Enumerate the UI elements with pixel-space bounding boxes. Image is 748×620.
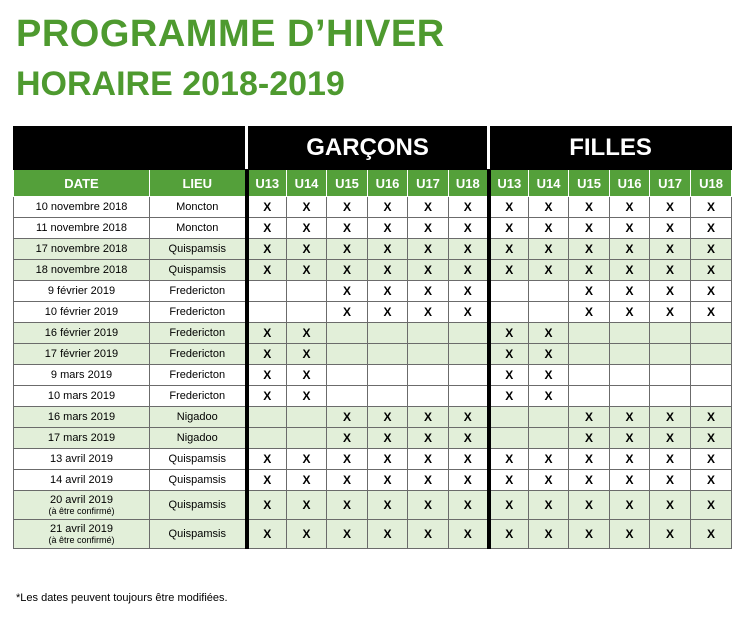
column-header-girls-u15: U15 — [569, 170, 610, 197]
table-row — [14, 260, 732, 281]
girls-u15-cell — [569, 344, 610, 365]
girls-u16-cell: X — [610, 407, 650, 428]
girls-u13-cell: X — [489, 218, 529, 239]
girls-u15-cell: X — [569, 520, 610, 549]
girls-u13-cell — [489, 302, 529, 323]
girls-u18-cell — [691, 365, 732, 386]
girls-u17-cell: X — [650, 470, 691, 491]
column-header-girls-u16: U16 — [610, 170, 650, 197]
boys-u15-cell: X — [327, 428, 368, 449]
location-cell: Quispamsis — [150, 239, 247, 260]
girls-u16-cell — [610, 386, 650, 407]
boys-u13-cell — [247, 302, 287, 323]
boys-u14-cell: X — [287, 197, 327, 218]
girls-u14-cell: X — [529, 239, 569, 260]
girls-u14-cell — [529, 281, 569, 302]
boys-u17-cell: X — [408, 470, 449, 491]
table-row — [14, 239, 732, 260]
boys-u15-cell — [327, 344, 368, 365]
boys-u13-cell — [247, 428, 287, 449]
table-row — [14, 386, 732, 407]
table-row — [14, 365, 732, 386]
girls-u14-cell: X — [529, 470, 569, 491]
location-cell: Quispamsis — [150, 520, 247, 549]
location-cell: Fredericton — [150, 302, 247, 323]
girls-u18-cell: X — [691, 428, 732, 449]
boys-u15-cell — [327, 323, 368, 344]
page-subtitle: HORAIRE 2018-2019 — [16, 65, 345, 103]
girls-u13-cell: X — [489, 520, 529, 549]
girls-u15-cell: X — [569, 428, 610, 449]
girls-u16-cell: X — [610, 428, 650, 449]
girls-u13-cell: X — [489, 197, 529, 218]
girls-u15-cell — [569, 323, 610, 344]
girls-u17-cell: X — [650, 281, 691, 302]
schedule-body — [14, 197, 732, 549]
table-row — [14, 302, 732, 323]
date-cell: 17 février 2019 — [14, 344, 150, 365]
group-header-blank — [14, 127, 247, 170]
boys-u16-cell: X — [368, 218, 408, 239]
girls-u16-cell: X — [610, 239, 650, 260]
date-cell: 17 novembre 2018 — [14, 239, 150, 260]
girls-u13-cell — [489, 407, 529, 428]
girls-u13-cell — [489, 428, 529, 449]
boys-u17-cell: X — [408, 260, 449, 281]
girls-u16-cell: X — [610, 449, 650, 470]
girls-u18-cell — [691, 344, 732, 365]
location-cell: Quispamsis — [150, 491, 247, 520]
date-cell: 11 novembre 2018 — [14, 218, 150, 239]
girls-u14-cell: X — [529, 365, 569, 386]
column-header-girls-u17: U17 — [650, 170, 691, 197]
girls-u15-cell: X — [569, 491, 610, 520]
table-row — [14, 197, 732, 218]
date-cell: 9 février 2019 — [14, 281, 150, 302]
girls-u18-cell: X — [691, 407, 732, 428]
column-header-boys-u13: U13 — [247, 170, 287, 197]
boys-u13-cell: X — [247, 491, 287, 520]
location-cell: Moncton — [150, 218, 247, 239]
schedule-table — [13, 126, 732, 549]
date-cell — [14, 520, 150, 549]
boys-u14-cell: X — [287, 520, 327, 549]
date-text: 20 avril 2019 — [50, 494, 113, 506]
boys-u18-cell — [449, 344, 489, 365]
boys-u18-cell: X — [449, 428, 489, 449]
boys-u18-cell: X — [449, 218, 489, 239]
boys-u16-cell — [368, 344, 408, 365]
date-cell: 10 février 2019 — [14, 302, 150, 323]
boys-u13-cell: X — [247, 520, 287, 549]
girls-u15-cell: X — [569, 302, 610, 323]
boys-u16-cell — [368, 386, 408, 407]
boys-u13-cell: X — [247, 386, 287, 407]
boys-u18-cell — [449, 386, 489, 407]
location-cell: Fredericton — [150, 323, 247, 344]
boys-u18-cell: X — [449, 302, 489, 323]
location-cell: Nigadoo — [150, 428, 247, 449]
boys-u13-cell: X — [247, 365, 287, 386]
boys-u16-cell: X — [368, 197, 408, 218]
girls-u14-cell: X — [529, 386, 569, 407]
table-row — [14, 218, 732, 239]
location-cell: Fredericton — [150, 344, 247, 365]
location-cell: Moncton — [150, 197, 247, 218]
date-text: 21 avril 2019 — [50, 523, 113, 535]
date-note: (à être confirmé) — [48, 506, 115, 516]
boys-u16-cell: X — [368, 302, 408, 323]
boys-u13-cell — [247, 281, 287, 302]
girls-u17-cell: X — [650, 407, 691, 428]
column-header-girls-u18: U18 — [691, 170, 732, 197]
group-header-boys: GARÇONS — [247, 127, 489, 170]
column-header-date: DATE — [14, 170, 150, 197]
boys-u13-cell: X — [247, 218, 287, 239]
boys-u13-cell: X — [247, 470, 287, 491]
boys-u18-cell — [449, 323, 489, 344]
girls-u15-cell: X — [569, 470, 610, 491]
girls-u15-cell — [569, 386, 610, 407]
boys-u14-cell: X — [287, 365, 327, 386]
girls-u14-cell: X — [529, 260, 569, 281]
girls-u15-cell: X — [569, 449, 610, 470]
boys-u14-cell: X — [287, 323, 327, 344]
column-header-boys-u18: U18 — [449, 170, 489, 197]
girls-u16-cell: X — [610, 218, 650, 239]
boys-u18-cell: X — [449, 197, 489, 218]
column-header-boys-u14: U14 — [287, 170, 327, 197]
girls-u13-cell: X — [489, 239, 529, 260]
boys-u15-cell: X — [327, 281, 368, 302]
girls-u17-cell: X — [650, 218, 691, 239]
table-row — [14, 323, 732, 344]
girls-u16-cell: X — [610, 470, 650, 491]
date-cell: 17 mars 2019 — [14, 428, 150, 449]
girls-u17-cell: X — [650, 520, 691, 549]
girls-u14-cell — [529, 428, 569, 449]
boys-u14-cell: X — [287, 491, 327, 520]
girls-u18-cell: X — [691, 491, 732, 520]
table-row — [14, 428, 732, 449]
girls-u17-cell — [650, 386, 691, 407]
boys-u13-cell: X — [247, 449, 287, 470]
boys-u14-cell — [287, 407, 327, 428]
date-cell: 16 février 2019 — [14, 323, 150, 344]
date-cell: 14 avril 2019 — [14, 470, 150, 491]
girls-u17-cell — [650, 323, 691, 344]
boys-u17-cell: X — [408, 428, 449, 449]
girls-u18-cell: X — [691, 281, 732, 302]
boys-u16-cell: X — [368, 260, 408, 281]
girls-u17-cell: X — [650, 260, 691, 281]
girls-u13-cell: X — [489, 365, 529, 386]
girls-u16-cell — [610, 323, 650, 344]
girls-u15-cell: X — [569, 260, 610, 281]
girls-u18-cell: X — [691, 239, 732, 260]
girls-u13-cell: X — [489, 449, 529, 470]
boys-u15-cell: X — [327, 491, 368, 520]
location-cell: Fredericton — [150, 386, 247, 407]
boys-u18-cell: X — [449, 470, 489, 491]
girls-u13-cell — [489, 281, 529, 302]
girls-u16-cell: X — [610, 520, 650, 549]
boys-u15-cell: X — [327, 197, 368, 218]
girls-u15-cell — [569, 365, 610, 386]
column-header-girls-u14: U14 — [529, 170, 569, 197]
boys-u16-cell: X — [368, 491, 408, 520]
boys-u16-cell — [368, 323, 408, 344]
girls-u14-cell: X — [529, 218, 569, 239]
girls-u18-cell: X — [691, 449, 732, 470]
date-cell: 18 novembre 2018 — [14, 260, 150, 281]
boys-u16-cell: X — [368, 281, 408, 302]
table-row — [14, 470, 732, 491]
boys-u17-cell: X — [408, 407, 449, 428]
column-header-lieu: LIEU — [150, 170, 247, 197]
girls-u14-cell: X — [529, 449, 569, 470]
boys-u17-cell: X — [408, 302, 449, 323]
date-cell: 16 mars 2019 — [14, 407, 150, 428]
location-cell: Quispamsis — [150, 260, 247, 281]
boys-u14-cell — [287, 428, 327, 449]
location-cell: Fredericton — [150, 281, 247, 302]
group-header-girls: FILLES — [489, 127, 732, 170]
boys-u16-cell: X — [368, 407, 408, 428]
boys-u14-cell: X — [287, 218, 327, 239]
girls-u17-cell — [650, 365, 691, 386]
girls-u16-cell: X — [610, 197, 650, 218]
girls-u13-cell: X — [489, 344, 529, 365]
boys-u17-cell: X — [408, 449, 449, 470]
column-header-girls-u13: U13 — [489, 170, 529, 197]
column-header-boys-u16: U16 — [368, 170, 408, 197]
boys-u15-cell: X — [327, 260, 368, 281]
boys-u14-cell: X — [287, 449, 327, 470]
boys-u17-cell — [408, 365, 449, 386]
date-note: (à être confirmé) — [48, 535, 115, 545]
date-cell: 13 avril 2019 — [14, 449, 150, 470]
table-row — [14, 407, 732, 428]
girls-u16-cell — [610, 365, 650, 386]
girls-u16-cell: X — [610, 281, 650, 302]
girls-u17-cell: X — [650, 239, 691, 260]
boys-u18-cell — [449, 365, 489, 386]
boys-u13-cell: X — [247, 260, 287, 281]
boys-u13-cell — [247, 407, 287, 428]
boys-u18-cell: X — [449, 281, 489, 302]
girls-u13-cell: X — [489, 470, 529, 491]
boys-u14-cell — [287, 281, 327, 302]
girls-u17-cell: X — [650, 449, 691, 470]
boys-u17-cell: X — [408, 281, 449, 302]
table-row — [14, 491, 732, 520]
boys-u14-cell: X — [287, 239, 327, 260]
boys-u18-cell: X — [449, 407, 489, 428]
girls-u16-cell: X — [610, 302, 650, 323]
location-cell: Nigadoo — [150, 407, 247, 428]
girls-u13-cell: X — [489, 491, 529, 520]
girls-u13-cell: X — [489, 260, 529, 281]
girls-u18-cell: X — [691, 218, 732, 239]
girls-u15-cell: X — [569, 239, 610, 260]
date-cell — [14, 491, 150, 520]
boys-u15-cell: X — [327, 449, 368, 470]
girls-u14-cell — [529, 302, 569, 323]
table-row — [14, 520, 732, 549]
boys-u16-cell: X — [368, 470, 408, 491]
boys-u18-cell: X — [449, 520, 489, 549]
boys-u17-cell: X — [408, 520, 449, 549]
girls-u14-cell: X — [529, 344, 569, 365]
girls-u14-cell — [529, 407, 569, 428]
column-header-boys-u15: U15 — [327, 170, 368, 197]
boys-u17-cell — [408, 386, 449, 407]
boys-u14-cell: X — [287, 344, 327, 365]
girls-u18-cell: X — [691, 470, 732, 491]
girls-u14-cell: X — [529, 197, 569, 218]
girls-u17-cell: X — [650, 302, 691, 323]
boys-u17-cell: X — [408, 197, 449, 218]
boys-u17-cell — [408, 323, 449, 344]
location-cell: Quispamsis — [150, 449, 247, 470]
boys-u15-cell: X — [327, 218, 368, 239]
boys-u15-cell — [327, 365, 368, 386]
footnote: *Les dates peuvent toujours être modifiées. — [16, 592, 228, 604]
table-row — [14, 344, 732, 365]
column-header-boys-u17: U17 — [408, 170, 449, 197]
girls-u14-cell: X — [529, 520, 569, 549]
boys-u14-cell: X — [287, 260, 327, 281]
boys-u15-cell: X — [327, 302, 368, 323]
table-row — [14, 281, 732, 302]
girls-u13-cell: X — [489, 386, 529, 407]
girls-u15-cell: X — [569, 281, 610, 302]
girls-u14-cell: X — [529, 323, 569, 344]
girls-u15-cell: X — [569, 407, 610, 428]
boys-u18-cell: X — [449, 239, 489, 260]
girls-u18-cell — [691, 323, 732, 344]
boys-u18-cell: X — [449, 260, 489, 281]
boys-u14-cell: X — [287, 386, 327, 407]
boys-u16-cell: X — [368, 239, 408, 260]
girls-u13-cell: X — [489, 323, 529, 344]
boys-u13-cell: X — [247, 239, 287, 260]
boys-u18-cell: X — [449, 491, 489, 520]
girls-u18-cell: X — [691, 520, 732, 549]
date-cell: 10 novembre 2018 — [14, 197, 150, 218]
girls-u18-cell: X — [691, 302, 732, 323]
girls-u15-cell: X — [569, 218, 610, 239]
boys-u18-cell: X — [449, 449, 489, 470]
location-cell: Fredericton — [150, 365, 247, 386]
girls-u17-cell: X — [650, 428, 691, 449]
girls-u16-cell: X — [610, 260, 650, 281]
boys-u15-cell — [327, 386, 368, 407]
group-header-row — [14, 127, 732, 170]
boys-u13-cell: X — [247, 197, 287, 218]
girls-u17-cell — [650, 344, 691, 365]
girls-u16-cell: X — [610, 491, 650, 520]
girls-u18-cell: X — [691, 260, 732, 281]
boys-u15-cell: X — [327, 239, 368, 260]
table-row — [14, 449, 732, 470]
boys-u14-cell: X — [287, 470, 327, 491]
girls-u14-cell: X — [529, 491, 569, 520]
girls-u17-cell: X — [650, 491, 691, 520]
girls-u15-cell: X — [569, 197, 610, 218]
boys-u17-cell: X — [408, 491, 449, 520]
boys-u13-cell: X — [247, 344, 287, 365]
boys-u17-cell — [408, 344, 449, 365]
boys-u15-cell: X — [327, 407, 368, 428]
boys-u15-cell: X — [327, 520, 368, 549]
girls-u16-cell — [610, 344, 650, 365]
boys-u14-cell — [287, 302, 327, 323]
boys-u13-cell: X — [247, 323, 287, 344]
boys-u16-cell: X — [368, 449, 408, 470]
boys-u16-cell: X — [368, 520, 408, 549]
girls-u18-cell: X — [691, 197, 732, 218]
page-title: PROGRAMME D’HIVER — [16, 13, 445, 55]
girls-u18-cell — [691, 386, 732, 407]
location-cell: Quispamsis — [150, 470, 247, 491]
date-cell: 10 mars 2019 — [14, 386, 150, 407]
boys-u16-cell: X — [368, 428, 408, 449]
boys-u17-cell: X — [408, 218, 449, 239]
column-header-row — [14, 170, 732, 197]
girls-u17-cell: X — [650, 197, 691, 218]
date-cell: 9 mars 2019 — [14, 365, 150, 386]
boys-u17-cell: X — [408, 239, 449, 260]
boys-u15-cell: X — [327, 470, 368, 491]
boys-u16-cell — [368, 365, 408, 386]
